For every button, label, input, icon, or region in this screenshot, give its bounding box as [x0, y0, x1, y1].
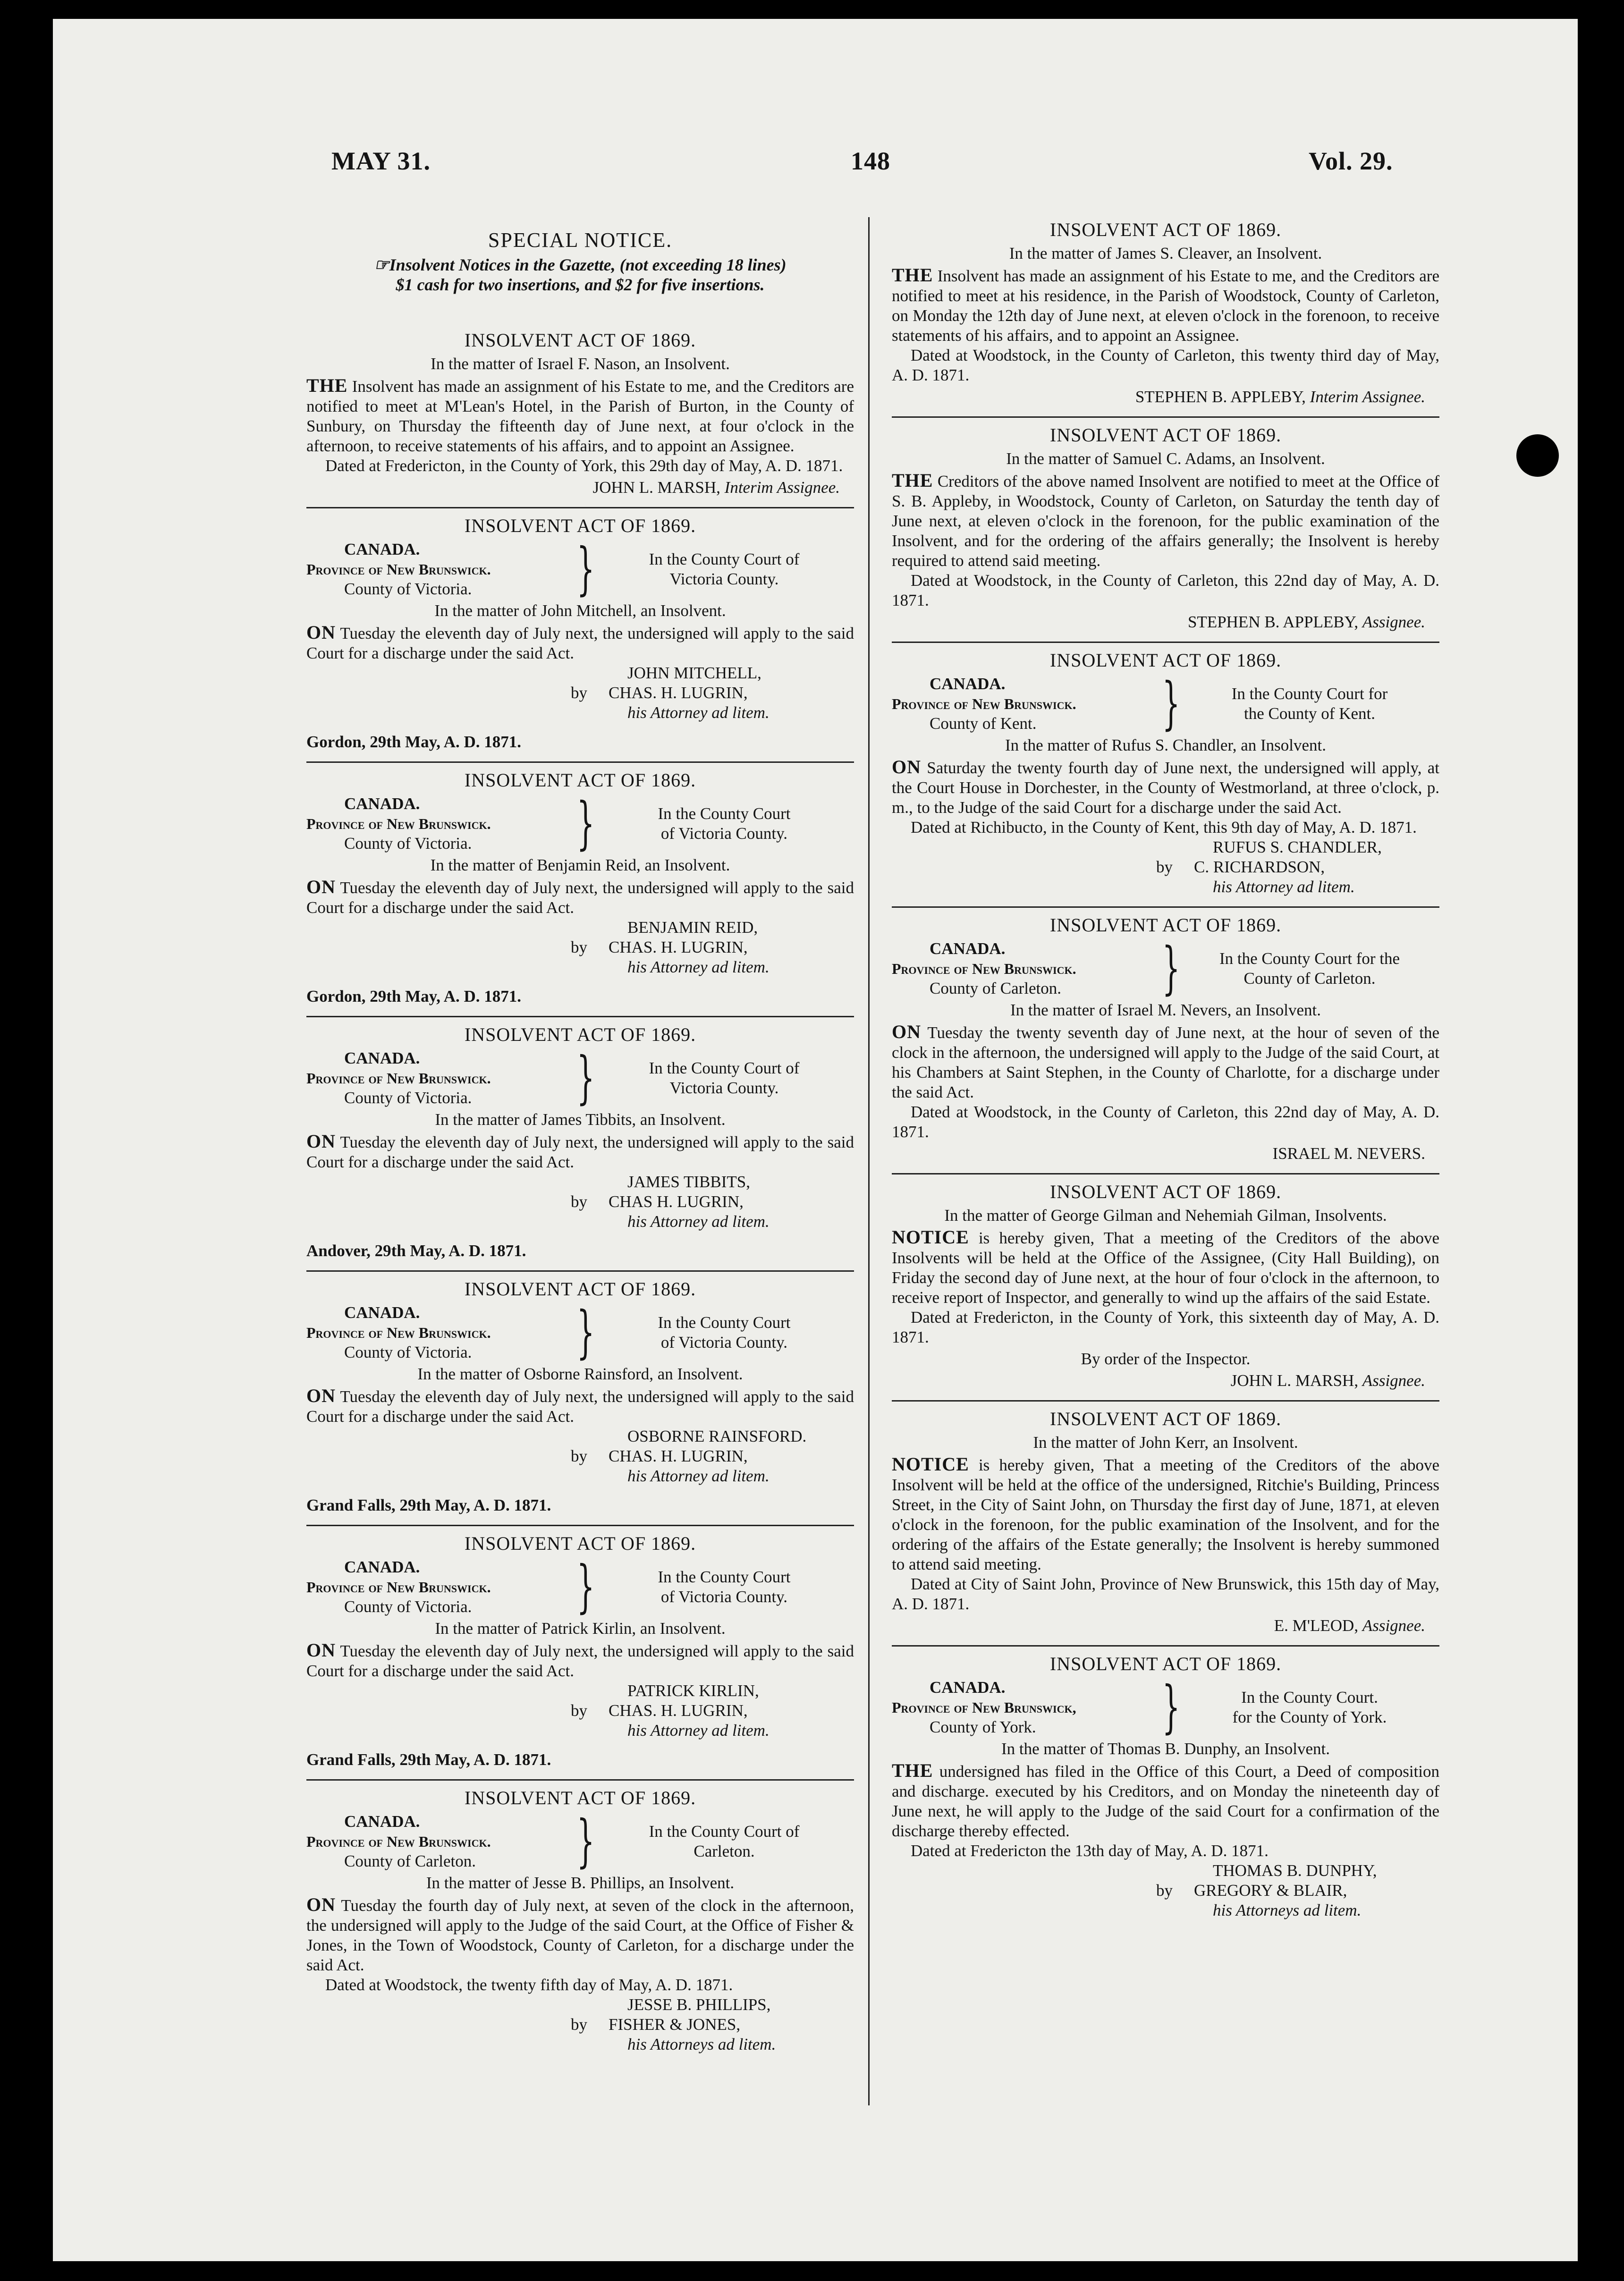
notice-lead: ON: [306, 1639, 336, 1661]
court-name-1: In the County Court of: [649, 550, 800, 568]
notice-body-text: Tuesday the fourth day of July next, at seven of the clock in the afternoon, the undersigned will apply to the Judge of the said Court, at the Office of Fisher & Jones, in the Town of Woodstock, County of Carleton, for a discharge under the said Act.: [306, 1896, 854, 1974]
signature-role: Assignee.: [1362, 613, 1425, 631]
signature-role: his Attorney ad litem.: [627, 703, 770, 722]
signature-attorney: FISHER & JONES,: [609, 2015, 741, 2034]
court-name-1: In the County Court of: [649, 1059, 800, 1077]
notice-body: [892, 471, 1439, 571]
right-column: [873, 217, 1439, 1930]
gazette-page: [53, 19, 1578, 2261]
brace-icon: }: [576, 536, 595, 602]
signature-role: his Attorney ad litem.: [1213, 878, 1355, 896]
notice-body-text: Saturday the twenty fourth day of June next, the undersigned will apply, at the Court House in Dorchester, in the County of Westmorland, at three o'clock, p. m., to the Judge of the said Court for a discharge under the said Act.: [892, 759, 1440, 817]
signature-block: [571, 918, 854, 977]
notice-matter: In the matter of Rufus S. Chandler, an Insolvent.: [1005, 736, 1326, 754]
notice-matter: In the matter of Osborne Rainsford, an Insolvent.: [417, 1365, 743, 1383]
notice-lead: ON: [306, 876, 336, 897]
notice-title: INSOLVENT ACT OF 1869.: [464, 1278, 696, 1300]
notice-title: INSOLVENT ACT OF 1869.: [1049, 1408, 1282, 1429]
signature-name: PATRICK KIRLIN,: [627, 1681, 759, 1700]
notice-body: [306, 1386, 854, 1427]
signature-name: STEPHEN B. APPLEBY,: [1135, 388, 1306, 406]
special-notice-line-1: ☞Insolvent Notices in the Gazette, (not exceeding 18 lines): [374, 255, 787, 274]
notice-body: [892, 1022, 1439, 1102]
notice-matter: In the matter of Samuel C. Adams, an Insolvent.: [1006, 449, 1325, 468]
court-county: County of Victoria.: [344, 1089, 472, 1107]
notice-body: [306, 1895, 854, 1975]
volume-number: Vol. 29.: [1309, 147, 1393, 175]
notice-lead: THE: [306, 375, 348, 396]
notice-title: INSOLVENT ACT OF 1869.: [464, 769, 696, 791]
notice-body-text: undersigned has filed in the Office of this Court, a Deed of composition and discharge. executed by his Creditors, and on Monday the nineteenth day of June next, he will apply to the Judge of the said Court for a confirmation of the discharge thereby effected.: [892, 1762, 1439, 1840]
notice-rainsford: [306, 1270, 854, 1525]
court-name-2: Victoria County.: [669, 570, 779, 588]
notice-dated: Dated at Fredericton the 13th day of May, A. D. 1871.: [911, 1842, 1269, 1860]
notice-kerr: [892, 1400, 1439, 1645]
court-province: Province of New Brunswick.: [306, 1070, 491, 1087]
signature-role: his Attorneys ad litem.: [627, 2035, 776, 2053]
court-name-2: County of Carleton.: [1243, 969, 1376, 988]
court-name-2: of Victoria County.: [660, 1333, 788, 1352]
notice-title: INSOLVENT ACT OF 1869.: [1049, 1181, 1282, 1202]
signature-attorney: CHAS H. LUGRIN,: [609, 1192, 744, 1211]
court-province: Province of New Brunswick,: [892, 1699, 1076, 1716]
court-province: Province of New Brunswick.: [306, 1833, 491, 1850]
notice-dated: Dated at Woodstock, in the County of Carleton, this 22nd day of May, A. D. 1871.: [892, 1103, 1439, 1141]
notice-matter: In the matter of Benjamin Reid, an Insolvent.: [430, 856, 730, 874]
signature-by: by: [571, 1192, 587, 1211]
notice-title: INSOLVENT ACT OF 1869.: [1049, 650, 1282, 671]
notice-chandler: [892, 642, 1439, 906]
notice-mitchell: [306, 507, 854, 761]
notice-body-text: Insolvent has made an assignment of his Estate to me, and the Creditors are notified to meet at his residence, in the Parish of Woodstock, County of Carleton, on Monday the 12th day of June next, at eleven o'clock in the forenoon, to receive statements of his affairs, and to appoint an Assignee.: [892, 267, 1439, 345]
notice-matter: In the matter of Jesse B. Phillips, an Insolvent.: [426, 1874, 735, 1892]
notice-cleaver: [892, 220, 1439, 416]
issue-date: MAY 31.: [331, 147, 431, 175]
signature-attorney: GREGORY & BLAIR,: [1194, 1881, 1347, 1900]
notice-adams: [892, 416, 1439, 642]
notice-matter: In the matter of Israel F. Nason, an Insolvent.: [431, 355, 730, 373]
signature-role: his Attorney ad litem.: [627, 958, 770, 976]
court-county: County of Victoria.: [344, 834, 472, 853]
court-caption: [892, 671, 1439, 736]
notice-matter: In the matter of Patrick Kirlin, an Insolvent.: [435, 1619, 726, 1638]
notice-body: [892, 757, 1439, 818]
notice-title: INSOLVENT ACT OF 1869.: [1049, 914, 1282, 936]
notice-title: INSOLVENT ACT OF 1869.: [1049, 219, 1282, 240]
court-caption: [306, 791, 854, 856]
court-canada: CANADA.: [344, 794, 420, 813]
notice-place-date: Grand Falls, 29th May, A. D. 1871.: [306, 1750, 551, 1769]
court-province: Province of New Brunswick.: [306, 1324, 491, 1341]
notice-matter: In the matter of George Gilman and Nehemiah Gilman, Insolvents.: [944, 1206, 1387, 1225]
notice-body: [306, 1640, 854, 1681]
notice-matter: In the matter of James S. Cleaver, an Insolvent.: [1009, 244, 1322, 262]
notice-title: INSOLVENT ACT OF 1869.: [464, 515, 696, 536]
notice-dunphy: [892, 1645, 1439, 1930]
notice-dated: Dated at Richibucto, in the County of Kent, this 9th day of May, A. D. 1871.: [911, 818, 1417, 836]
court-name-1: In the County Court for the: [1219, 949, 1400, 968]
court-canada: CANADA.: [930, 1678, 1006, 1697]
notice-lead: ON: [306, 622, 336, 643]
notice-dated: Dated at Fredericton, in the County of York, this sixteenth day of May, A. D. 1871.: [892, 1308, 1439, 1346]
court-province: Province of New Brunswick.: [306, 1579, 491, 1596]
brace-icon: }: [576, 791, 595, 856]
court-name-1: In the County Court: [658, 804, 791, 823]
court-name-2: Carleton.: [694, 1842, 755, 1860]
brace-icon: }: [1162, 671, 1180, 736]
court-canada: CANADA.: [344, 1812, 420, 1831]
notice-tibbits: [306, 1016, 854, 1270]
left-column: [306, 217, 873, 2064]
notice-lead: ON: [306, 1131, 336, 1152]
court-canada: CANADA.: [344, 1049, 420, 1067]
notice-lead: ON: [306, 1385, 336, 1406]
court-county: County of Victoria.: [344, 1597, 472, 1616]
signature-name: E. M'LEOD,: [1274, 1616, 1359, 1635]
notice-place-date: Grand Falls, 29th May, A. D. 1871.: [306, 1496, 551, 1514]
signature-role: his Attorney ad litem.: [627, 1212, 770, 1231]
notice-title: INSOLVENT ACT OF 1869.: [1049, 1653, 1282, 1674]
notice-dated: Dated at Woodstock, the twenty fifth day of May, A. D. 1871.: [325, 1976, 733, 1994]
court-caption: [306, 1300, 854, 1365]
signature-role: his Attorney ad litem.: [627, 1721, 770, 1740]
signature-by: by: [1156, 1881, 1173, 1900]
court-county: County of Carleton.: [344, 1852, 476, 1870]
signature-name: JESSE B. PHILLIPS,: [627, 1995, 771, 2014]
court-province: Province of New Brunswick.: [306, 561, 491, 578]
court-name-2: the County of Kent.: [1243, 704, 1376, 723]
notice-matter: In the matter of John Mitchell, an Insolvent.: [434, 601, 726, 620]
notice-body-text: Tuesday the eleventh day of July next, the undersigned will apply to the said Court for a discharge under the said Act.: [306, 1642, 854, 1680]
notice-lead: NOTICE: [892, 1453, 969, 1475]
signature-name: RUFUS S. CHANDLER,: [1213, 838, 1382, 856]
notice-lead: NOTICE: [892, 1226, 969, 1248]
court-name-1: In the County Court.: [1241, 1688, 1378, 1707]
notice-title: INSOLVENT ACT OF 1869.: [464, 1533, 696, 1554]
signature-block: [571, 1172, 854, 1232]
signature-role: his Attorney ad litem.: [627, 1467, 770, 1485]
notice-lead: THE: [892, 470, 933, 491]
court-caption: [892, 936, 1439, 1001]
notice-lead: THE: [892, 1760, 933, 1781]
court-caption: [306, 1554, 854, 1620]
court-county: County of Victoria.: [344, 580, 472, 598]
court-name-2: Victoria County.: [669, 1079, 779, 1097]
signature-block: [571, 1681, 854, 1740]
court-county: County of Carleton.: [930, 979, 1061, 997]
notice-body: [306, 877, 854, 918]
notice-body: [306, 1132, 854, 1172]
notice-lead: ON: [892, 1021, 921, 1042]
notice-lead: THE: [892, 264, 933, 286]
notice-signature: [892, 1371, 1439, 1391]
court-name-1: In the County Court: [658, 1313, 791, 1332]
notice-place-date: Andover, 29th May, A. D. 1871.: [306, 1242, 526, 1260]
court-province: Province of New Brunswick.: [892, 960, 1076, 977]
brace-icon: }: [576, 1045, 595, 1111]
brace-icon: }: [576, 1300, 595, 1365]
signature-name: STEPHEN B. APPLEBY,: [1187, 613, 1359, 631]
notice-phillips: [306, 1779, 854, 2064]
notice-nevers: [892, 906, 1439, 1173]
notice-matter: In the matter of Israel M. Nevers, an Insolvent.: [1010, 1001, 1321, 1019]
court-county: County of Kent.: [930, 714, 1037, 733]
notice-body-text: Insolvent has made an assignment of his Estate to me, and the Creditors are notified to meet at M'Lean's Hotel, in the Parish of Burton, in the County of Sunbury, on Thursday the fifteenth day of June next, at four o'clock in the afternoon, to receive statements of his affairs, and to appoint an Assignee.: [306, 377, 854, 455]
notice-lead: ON: [306, 1894, 336, 1915]
signature-by: by: [571, 684, 587, 702]
court-canada: CANADA.: [930, 939, 1006, 958]
signature-attorney: CHAS. H. LUGRIN,: [609, 938, 748, 956]
notice-reid: [306, 761, 854, 1016]
signature-by: by: [571, 2015, 587, 2034]
notice-signature: [892, 612, 1439, 632]
signature-block: [1156, 1861, 1439, 1920]
notice-nason: [306, 323, 854, 507]
court-province: Province of New Brunswick.: [892, 695, 1076, 712]
notice-order: By order of the Inspector.: [1081, 1350, 1251, 1368]
court-name-1: In the County Court for: [1231, 684, 1388, 703]
notice-matter: In the matter of James Tibbits, an Insolvent.: [435, 1110, 726, 1129]
notice-dated: Dated at Woodstock, in the County of Carleton, this twenty third day of May, A. D. 1871.: [892, 346, 1439, 384]
notice-kirlin: [306, 1525, 854, 1779]
court-caption: [892, 1674, 1439, 1740]
court-name-2: for the County of York.: [1232, 1708, 1387, 1726]
signature-block: [571, 663, 854, 723]
court-name-1: In the County Court of: [649, 1822, 800, 1841]
court-county: County of Victoria.: [344, 1343, 472, 1361]
notice-matter: In the matter of John Kerr, an Insolvent.: [1033, 1433, 1298, 1452]
notice-body-text: is hereby given, That a meeting of the Creditors of the above Insolvent will be held at the office of the undersigned, Ritchie's Building, Princess Street, in the City of Saint John, on Thursday the first day of June, 1871, at eleven o'clock in the forenoon, for the public examination of the Insolvent, and for the ordering of the affairs of the Estate generally; the Insolvent is hereby summoned to attend said meeting.: [892, 1456, 1439, 1573]
notice-dated: Dated at Fredericton, in the County of York, this 29th day of May, A. D. 1871.: [325, 456, 843, 475]
notice-body-text: Creditors of the above named Insolvent are notified to meet at the Office of S. B. Appleby, in Woodstock, County of Carleton, on Saturday the tenth day of June next, at eleven o'clock in the forenoon, for the public examination of the Insolvent, and for the ordering of the affairs generally; the Insolvent is hereby required to attend said meeting.: [892, 472, 1440, 570]
court-name-1: In the County Court: [658, 1568, 791, 1586]
signature-by: by: [571, 938, 587, 956]
court-name-2: of Victoria County.: [660, 1588, 788, 1606]
notice-signature: [892, 1616, 1439, 1636]
notice-title: INSOLVENT ACT OF 1869.: [1049, 424, 1282, 446]
brace-icon: }: [576, 1554, 595, 1620]
court-name-2: of Victoria County.: [660, 824, 788, 843]
notice-body: [892, 1761, 1439, 1841]
notice-matter: In the matter of Thomas B. Dunphy, an Insolvent.: [1001, 1740, 1330, 1758]
signature-role: Assignee.: [1362, 1616, 1425, 1635]
signature-name: THOMAS B. DUNPHY,: [1213, 1861, 1377, 1880]
court-canada: CANADA.: [344, 1303, 420, 1322]
signature-name: JOHN L. MARSH,: [592, 478, 720, 497]
brace-icon: }: [1162, 1674, 1180, 1740]
court-caption: [306, 1045, 854, 1111]
notice-signature: [892, 387, 1439, 407]
signature-name: JOHN MITCHELL,: [627, 664, 761, 682]
signature-attorney: CHAS. H. LUGRIN,: [609, 1701, 748, 1720]
signature-name: JOHN L. MARSH,: [1230, 1371, 1359, 1390]
page-number: 148: [851, 147, 890, 175]
court-canada: CANADA.: [344, 540, 420, 558]
signature-block: [1156, 837, 1439, 897]
notice-signature: [892, 1144, 1439, 1164]
signature-role: Interim Assignee.: [1310, 388, 1425, 406]
court-province: Province of New Brunswick.: [306, 815, 491, 832]
signature-role: Assignee.: [1362, 1371, 1425, 1390]
signature-by: by: [571, 1447, 587, 1465]
signature-name: BENJAMIN REID,: [627, 918, 758, 937]
signature-name: OSBORNE RAINSFORD.: [627, 1427, 807, 1445]
special-notice: [306, 230, 854, 295]
signature-attorney: CHAS. H. LUGRIN,: [609, 1447, 748, 1465]
signature-name: JAMES TIBBITS,: [627, 1173, 750, 1191]
signature-name: ISRAEL M. NEVERS.: [1272, 1144, 1425, 1163]
court-canada: CANADA.: [930, 675, 1006, 693]
signature-by: by: [1156, 858, 1173, 876]
notice-body: [892, 1227, 1439, 1308]
notice-title: INSOLVENT ACT OF 1869.: [464, 329, 696, 351]
signature-block: [571, 1995, 854, 2054]
notice-body: [306, 623, 854, 663]
notice-title: INSOLVENT ACT OF 1869.: [464, 1024, 696, 1045]
notice-title: INSOLVENT ACT OF 1869.: [464, 1787, 696, 1808]
notice-gilman: [892, 1173, 1439, 1400]
notice-lead: ON: [892, 756, 921, 777]
court-caption: [306, 1808, 854, 1874]
court-county: County of York.: [930, 1718, 1036, 1736]
notice-body: [306, 376, 854, 456]
special-notice-title: SPECIAL NOTICE.: [488, 228, 673, 252]
notice-dated: Dated at City of Saint John, Province of New Brunswick, this 15th day of May, A. D. 1871.: [892, 1575, 1439, 1613]
notice-body: [892, 265, 1439, 346]
notice-body-text: Tuesday the eleventh day of July next, the undersigned will apply to the said Court for a discharge under the said Act.: [306, 1387, 854, 1426]
court-canada: CANADA.: [344, 1558, 420, 1576]
court-caption: [306, 536, 854, 602]
signature-role: his Attorneys ad litem.: [1213, 1901, 1362, 1919]
notice-body-text: is hereby given, That a meeting of the Creditors of the above Insolvents will be held at the Office of the Assignee, (City Hall Building), on Friday the second day of June next, at the hour of four o'clock in the afternoon, to receive report of Inspector, and generally to wind up the affairs of the said Estate.: [892, 1229, 1439, 1307]
notice-body-text: Tuesday the twenty seventh day of June next, at the hour of seven of the clock in the afternoon, the undersigned will apply to the Judge of the said Court, at his Chambers at Saint Stephen, in the County of Charlotte, for a discharge under the said Act.: [892, 1023, 1439, 1101]
special-notice-line-2: $1 cash for two insertions, and $2 for five insertions.: [396, 275, 765, 294]
signature-block: [571, 1427, 854, 1486]
brace-icon: }: [1162, 936, 1180, 1001]
signature-attorney: C. RICHARDSON,: [1194, 858, 1325, 876]
signature-attorney: CHAS. H. LUGRIN,: [609, 684, 748, 702]
notice-place-date: Gordon, 29th May, A. D. 1871.: [306, 733, 522, 751]
signature-by: by: [571, 1701, 587, 1720]
notice-body-text: Tuesday the eleventh day of July next, the undersigned will apply to the said Court for a discharge under the said Act.: [306, 624, 854, 662]
brace-icon: }: [576, 1808, 595, 1874]
notice-body-text: Tuesday the eleventh day of July next, the undersigned will apply to the said Court for a discharge under the said Act.: [306, 1133, 854, 1171]
notice-body: [892, 1454, 1439, 1574]
punch-hole-mark: [1516, 434, 1559, 477]
signature-role: Interim Assignee.: [724, 478, 840, 497]
notice-signature: [306, 478, 854, 498]
notice-body-text: Tuesday the eleventh day of July next, the undersigned will apply to the said Court for a discharge under the said Act.: [306, 879, 854, 917]
notice-place-date: Gordon, 29th May, A. D. 1871.: [306, 987, 522, 1005]
notice-dated: Dated at Woodstock, in the County of Carleton, this 22nd day of May, A. D. 1871.: [892, 571, 1439, 609]
